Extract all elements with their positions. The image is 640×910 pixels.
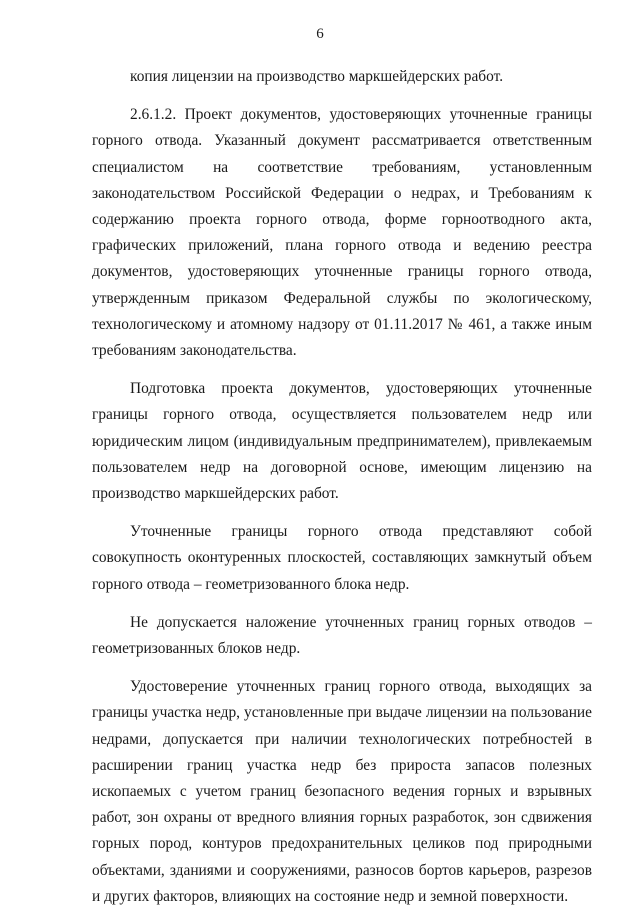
- paragraph-license-copy: копия лицензии на производство маркшейдерских работ.: [130, 68, 504, 85]
- paragraph-overlap-prohibition: Не допускается наложение уточненных границ горных отводов – геометризованных блоков недр.: [92, 613, 592, 658]
- document-body: [92, 64, 592, 910]
- paragraph-boundaries-certification: Удостоверение уточненных границ горного отвода, выходящих за границы участка недр, установленные при выдаче лицензии на пользование недрами, допускается при наличии технологических потребностей в расширении границ участка недр без прироста запасов полезных ископаемых с учетом границ безопасного ведения горных и взрывных работ, зон охраны от вредного влияния горных разработок, зон сдвижения горных пород, контуров предохранительных целиков под природными объектами, зданиями и сооружениями, разносов бортов карьеров, разрезов и других факторов, влияющих на состояние недр и земной поверхности.: [92, 678, 592, 905]
- paragraph-project-documents: 2.6.1.2. Проект документов, удостоверяющих уточненные границы горного отвода. Указанный документ рассматривается ответственным специалистом на соответствие требованиям, установленным законодательством Российской Федерации о недрах, и Требованиям к содержанию проекта горного отвода, форме горноотводного акта, графических приложений, плана горного отвода и ведению реестра документов, удостоверяющих уточненные границы горного отвода, утвержденным приказом Федеральной службы по экологическому, технологическому и атомному надзору от 01.11.2017 № 461, а также иным требованиям законодательства.: [92, 106, 592, 360]
- paragraph-project-preparation: Подготовка проекта документов, удостоверяющих уточненные границы горного отвода, осуществляется пользователем недр или юридическим лицом (индивидуальным предпринимателем), привлекаемым пользователем недр на договорной основе, имеющим лицензию на производство маркшейдерских работ.: [92, 380, 592, 503]
- paragraph-boundaries-definition: Уточненные границы горного отвода представляют собой совокупность оконтуренных плоскостей, составляющих замкнутый объем горного отвода – геометризованного блока недр.: [92, 523, 592, 593]
- page-number: 6: [316, 26, 324, 42]
